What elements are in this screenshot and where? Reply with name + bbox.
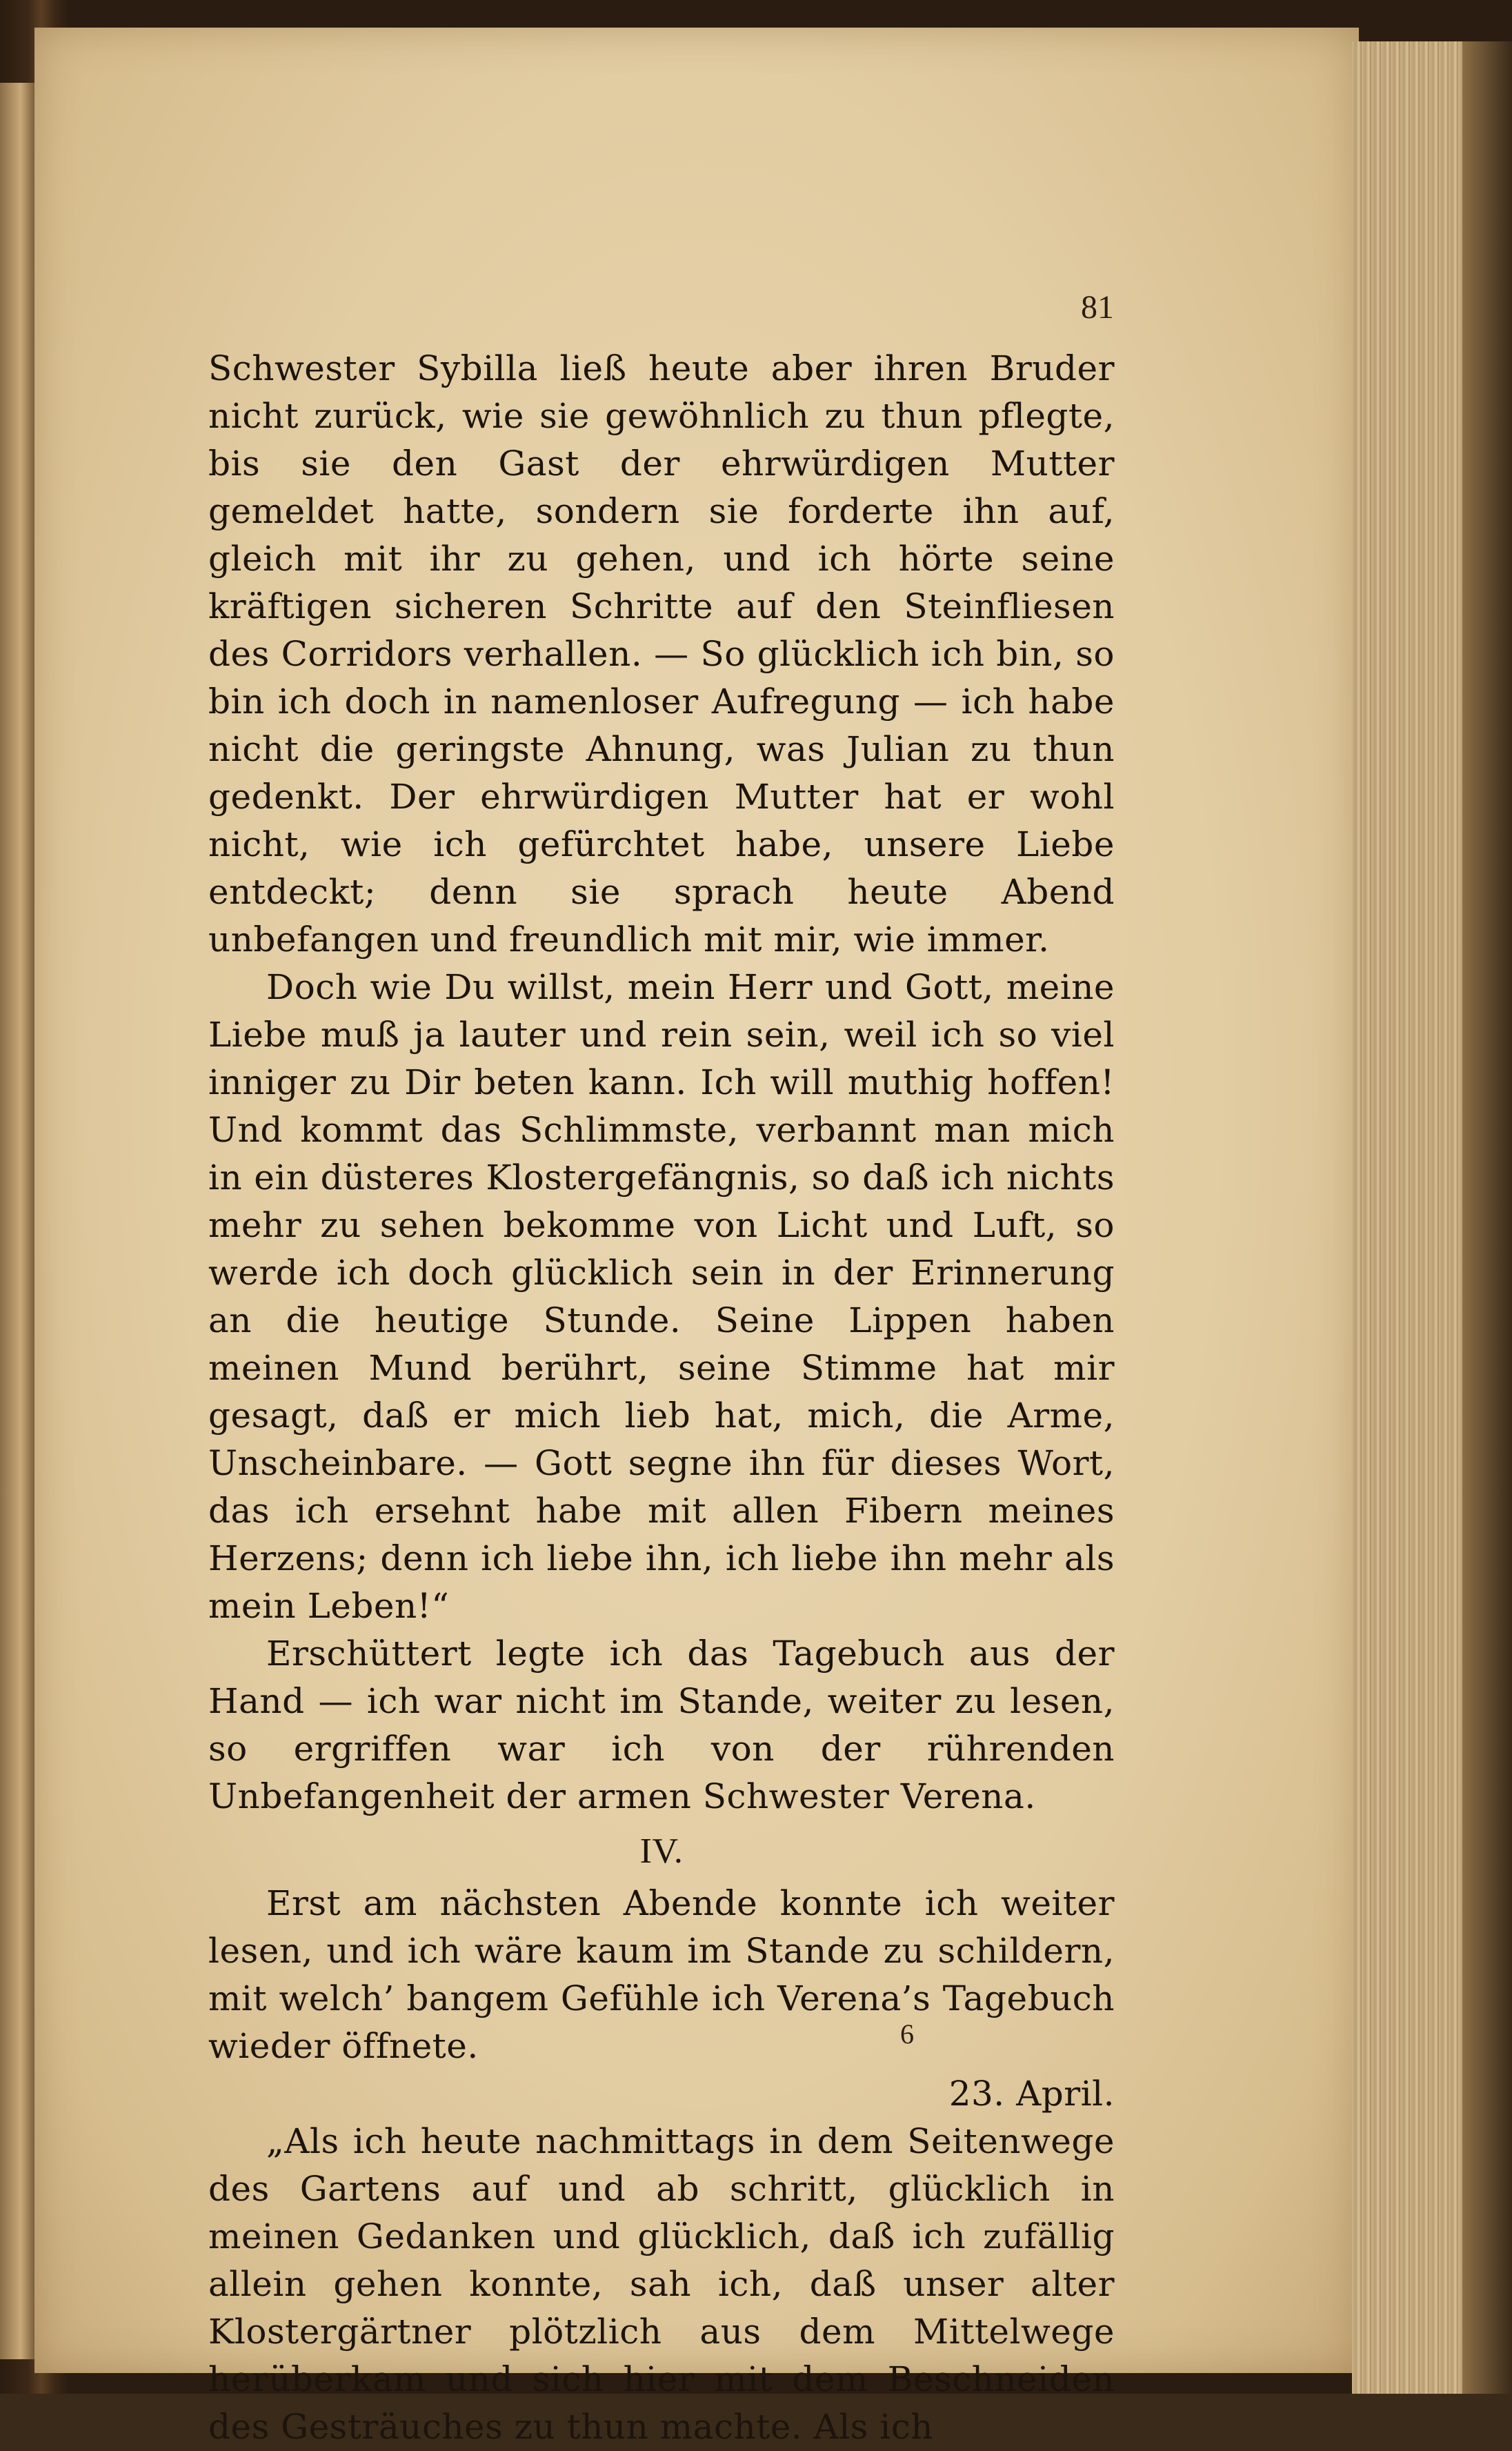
signature-mark: 6 (900, 2018, 914, 2050)
left-page-edge (0, 83, 34, 2359)
page-stack-shadow (1462, 41, 1512, 2394)
section-heading: IV. (639, 1832, 684, 1871)
paragraph-2: Doch wie Du willst, mein Herr und Gott, meine Liebe muß ja lauter und rein sein, weil ich so viel inniger zu Dir beten kann. Ich will muthig hoffen! Und kommt das Schlimmste, verbannt man mich in ein düsteres Klostergefängnis, so daß ich nichts mehr zu sehen bekomme von Licht und Luft, so werde ich doch glücklich sein in der Erinnerung an die heutige Stunde. Seine Lippen haben meinen Mund berührt, seine Stimme hat mir gesagt, daß er mich lieb hat, mich, die Arme, Unscheinbare. — Gott segne ihn für dieses Wort, das ich ersehnt habe mit allen Fibern meines Herzens; denn ich liebe ihn, ich liebe ihn mehr als mein Leben!“ (208, 967, 1115, 1626)
paragraph-5: „Als ich heute nachmittags in dem Seitenwege des Gartens auf und ab schritt, glücklich in meinen Gedanken und glücklich, daß ich zufällig allein gehen konnte, sah ich, daß unser alter Klostergärtner plötzlich aus dem Mittelwege herüberkam und sich hier mit dem Beschneiden des Gesträuches zu thun machte. Als ich (208, 2121, 1115, 2447)
paragraph-3: Erschüttert legte ich das Tagebuch aus der Hand — ich war nicht im Stande, weiter zu lesen, so ergriffen war ich von der rührenden Unbefangenheit der armen Schwester Verena. (208, 1634, 1115, 1816)
page-text (208, 345, 1115, 2451)
paragraph-4: Erst am nächsten Abende konnte ich weiter lesen, und ich wäre kaum im Stande zu schildern, mit welch’ bangem Gefühle ich Verena’s Tagebuch wieder öffnete. (208, 1883, 1115, 2066)
paragraph-1: Schwester Sybilla ließ heute aber ihren Bruder nicht zurück, wie sie gewöhnlich zu thun pflegte, bis sie den Gast der ehrwürdigen Mutter gemeldet hatte, sondern sie forderte ihn auf, gleich mit ihr zu gehen, und ich hörte seine kräftigen sicheren Schritte auf den Steinfliesen des Corridors verhallen. — So glücklich ich bin, so bin ich doch in namenloser Aufregung — ich habe nicht die geringste Ahnung, was Julian zu thun gedenkt. Der ehrwürdigen Mutter hat er wohl nicht, wie ich gefürchtet habe, unsere Liebe entdeckt; denn sie sprach heute Abend unbefangen und freundlich mit mir, wie immer. (208, 348, 1115, 960)
diary-date: 23. April. (948, 2074, 1115, 2114)
page-number: 81 (1081, 289, 1114, 326)
